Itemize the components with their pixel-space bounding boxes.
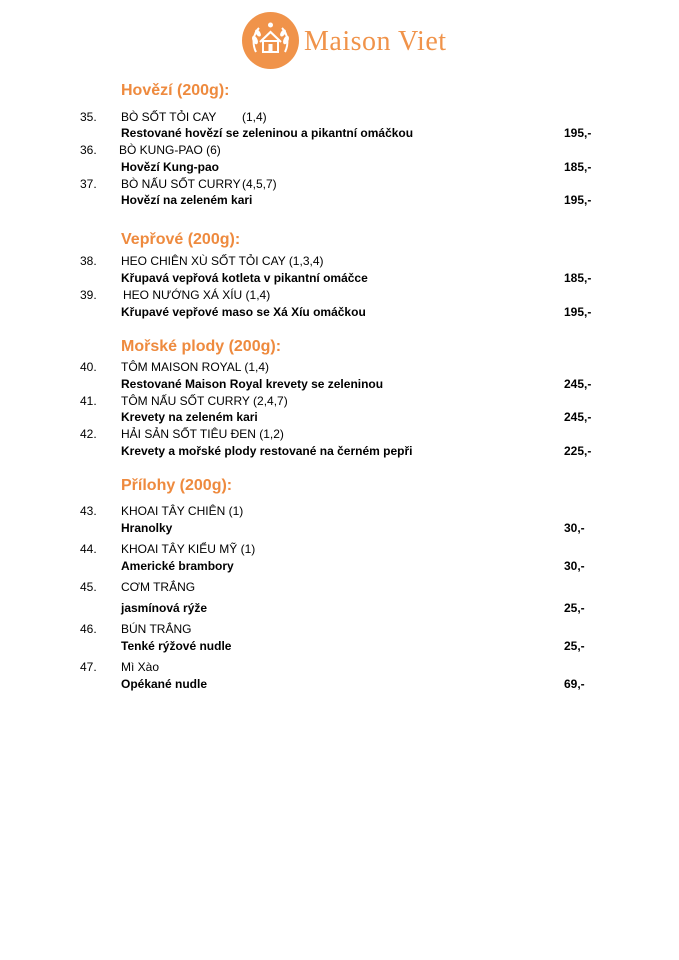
item-number: 38. — [80, 254, 97, 268]
item-number: 44. — [80, 542, 97, 556]
item-name-vn: BÒ NẤU SỐT CURRY — [121, 177, 241, 191]
item-price: 245,- — [564, 377, 592, 391]
item-name-cz: Krevety na zeleném kari — [121, 410, 258, 424]
item-name-vn: BÒ SỐT TỎI CAY — [121, 110, 217, 124]
item-name-cz: Hranolky — [121, 521, 173, 535]
item-name-cz: Křupavé vepřové maso se Xá Xíu omáčkou — [121, 305, 366, 319]
section-title-pork: Vepřové (200g): — [121, 231, 241, 248]
item-price: 185,- — [564, 160, 592, 174]
section-title-beef: Hovězí (200g): — [121, 82, 230, 99]
item-name-vn: TÔM NẤU SỐT CURRY (2,4,7) — [121, 394, 288, 408]
item-number: 42. — [80, 427, 97, 441]
item-name-cz: Tenké rýžové nudle — [121, 639, 232, 653]
section-title-sides: Přílohy (200g): — [121, 477, 233, 494]
item-price: 225,- — [564, 444, 592, 458]
item-number: 37. — [80, 177, 97, 191]
item-name-cz: Americké brambory — [121, 559, 234, 573]
house-wheat-emblem-icon — [242, 12, 299, 69]
item-number: 46. — [80, 622, 97, 636]
item-name-cz: jasmínová rýže — [121, 601, 208, 615]
brand-logo — [242, 12, 482, 74]
item-name-cz: Hovězí na zeleném kari — [121, 193, 253, 207]
item-price: 69,- — [564, 677, 585, 691]
item-allergens: (4,5,7) — [242, 177, 277, 191]
item-number: 35. — [80, 110, 97, 124]
item-price: 195,- — [564, 305, 592, 319]
brand-name: Maison Viet — [304, 26, 447, 57]
item-name-vn: HEO CHIÊN XÙ SỐT TỎI CAY (1,3,4) — [121, 254, 324, 268]
item-number: 45. — [80, 580, 97, 594]
item-name-vn: KHOAI TÂY CHIÊN (1) — [121, 504, 244, 518]
item-number: 43. — [80, 504, 97, 518]
item-price: 30,- — [564, 559, 585, 573]
item-name-vn: CƠM TRẮNG — [121, 580, 196, 594]
item-name-vn: BÒ KUNG-PAO (6) — [119, 143, 221, 157]
item-name-cz: Křupavá vepřová kotleta v pikantní omáčce — [121, 271, 368, 285]
item-price: 195,- — [564, 126, 592, 140]
item-name-cz: Restované Maison Royal krevety se zeleninou — [121, 377, 384, 391]
item-name-vn: KHOAI TÂY KIỂU MỸ (1) — [121, 542, 256, 556]
item-price: 25,- — [564, 639, 585, 653]
item-price: 195,- — [564, 193, 592, 207]
item-price: 30,- — [564, 521, 585, 535]
item-name-vn: HEO NƯỚNG XÁ XÍU (1,4) — [123, 288, 271, 302]
item-name-cz: Restované hovězí se zeleninou a pikantní omáčkou — [121, 126, 414, 140]
item-price: 245,- — [564, 410, 592, 424]
item-number: 47. — [80, 660, 97, 674]
item-name-vn: HẢI SẢN SỐT TIÊU ĐEN (1,2) — [121, 427, 284, 441]
item-name-cz: Krevety a mořské plody restované na černém pepři — [121, 444, 413, 458]
item-name-cz: Opékané nudle — [121, 677, 208, 691]
item-name-vn: TÔM MAISON ROYAL (1,4) — [121, 360, 270, 374]
item-allergens: (1,4) — [242, 110, 267, 124]
item-name-vn: Mì Xào — [121, 660, 160, 674]
item-number: 40. — [80, 360, 97, 374]
section-title-seafood: Mořské plody (200g): — [121, 338, 282, 355]
item-name-vn: BÚN TRẮNG — [121, 622, 192, 636]
item-number: 41. — [80, 394, 97, 408]
item-number: 36. — [80, 143, 97, 157]
item-price: 25,- — [564, 601, 585, 615]
item-number: 39. — [80, 288, 97, 302]
item-name-cz: Hovězí Kung-pao — [121, 160, 219, 174]
item-price: 185,- — [564, 271, 592, 285]
